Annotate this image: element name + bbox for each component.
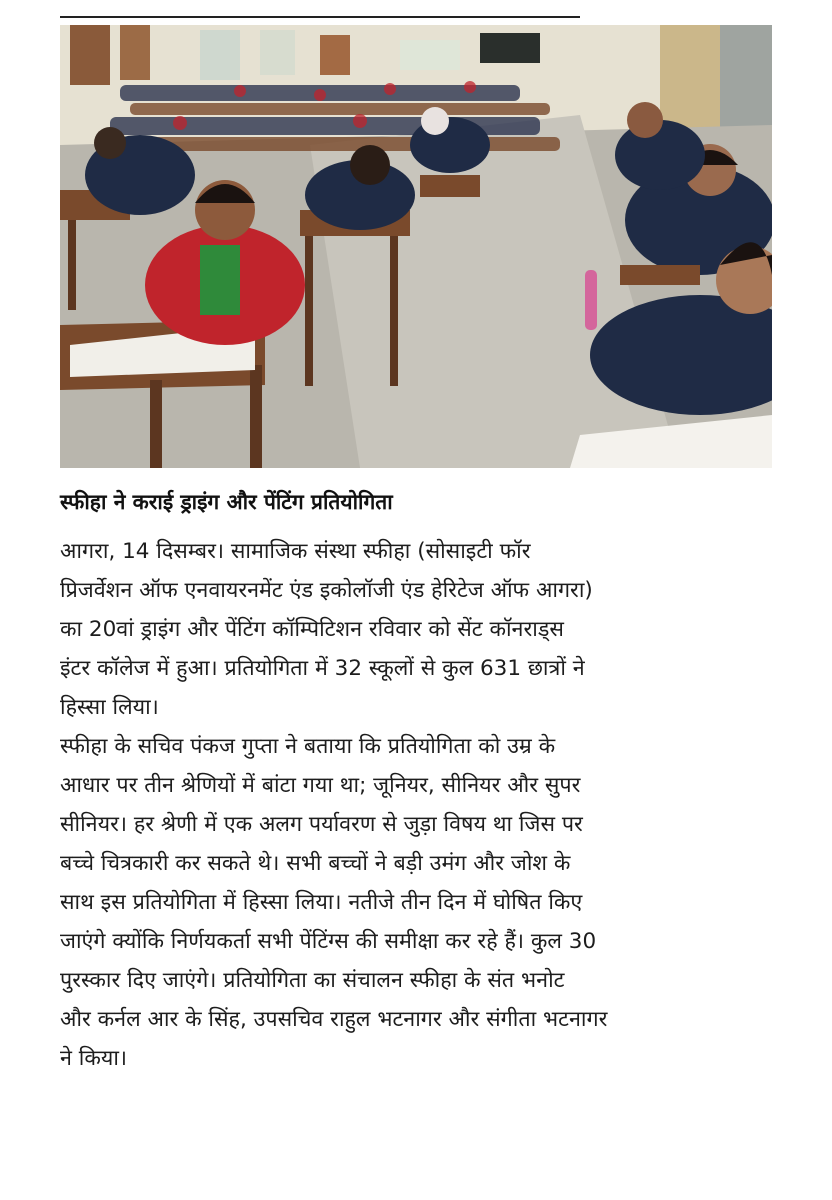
text-line: जाएंगे क्योंकि निर्णयकर्ता सभी पेंटिंग्स की समीक्षा कर रहे हैं। कुल 30 — [60, 929, 597, 954]
photo-illustration — [60, 25, 772, 468]
exam-hall-photo — [60, 25, 772, 468]
article-headline: स्फीहा ने कराई ड्राइंग और पेंटिंग प्रतियोगिता — [60, 490, 393, 514]
text-line: आधार पर तीन श्रेणियों में बांटा गया था; जूनियर, सीनियर और सुपर — [60, 773, 581, 798]
text-line: साथ इस प्रतियोगिता में हिस्सा लिया। नतीजे तीन दिन में घोषित किए — [60, 890, 583, 915]
article-paragraph — [60, 727, 780, 1078]
text-line: स्फीहा के सचिव पंकज गुप्ता ने बताया कि प्रतियोगिता को उम्र के — [60, 734, 556, 759]
text-line: ने किया। — [60, 1046, 128, 1071]
text-line: सीनियर। हर श्रेणी में एक अलग पर्यावरण से जुड़ा विषय था जिस पर — [60, 812, 583, 837]
text-line: हिस्सा लिया। — [60, 695, 159, 720]
text-line: इंटर कॉलेज में हुआ। प्रतियोगिता में 32 स्कूलों से कुल 631 छात्रों ने — [60, 656, 585, 681]
article-paragraph — [60, 532, 780, 727]
text-line: बच्चे चित्रकारी कर सकते थे। सभी बच्चों ने बड़ी उमंग और जोश के — [60, 851, 571, 876]
text-line: और कर्नल आर के सिंह, उपसचिव राहुल भटनागर और संगीता भटनागर — [60, 1007, 608, 1032]
article-body — [60, 532, 780, 1078]
text-line: का 20वां ड्राइंग और पेंटिंग कॉम्पिटिशन रविवार को सेंट कॉनराड्स — [60, 617, 564, 642]
top-divider — [60, 16, 580, 18]
text-line: प्रिजर्वेशन ऑफ एनवायरनमेंट एंड इकोलॉजी एंड हेरिटेज ऑफ आगरा) — [60, 578, 593, 603]
text-line: आगरा, 14 दिसम्बर। सामाजिक संस्था स्फीहा (सोसाइटी फॉर — [60, 539, 531, 564]
text-line: पुरस्कार दिए जाएंगे। प्रतियोगिता का संचालन स्फीहा के संत भनोट — [60, 968, 565, 993]
